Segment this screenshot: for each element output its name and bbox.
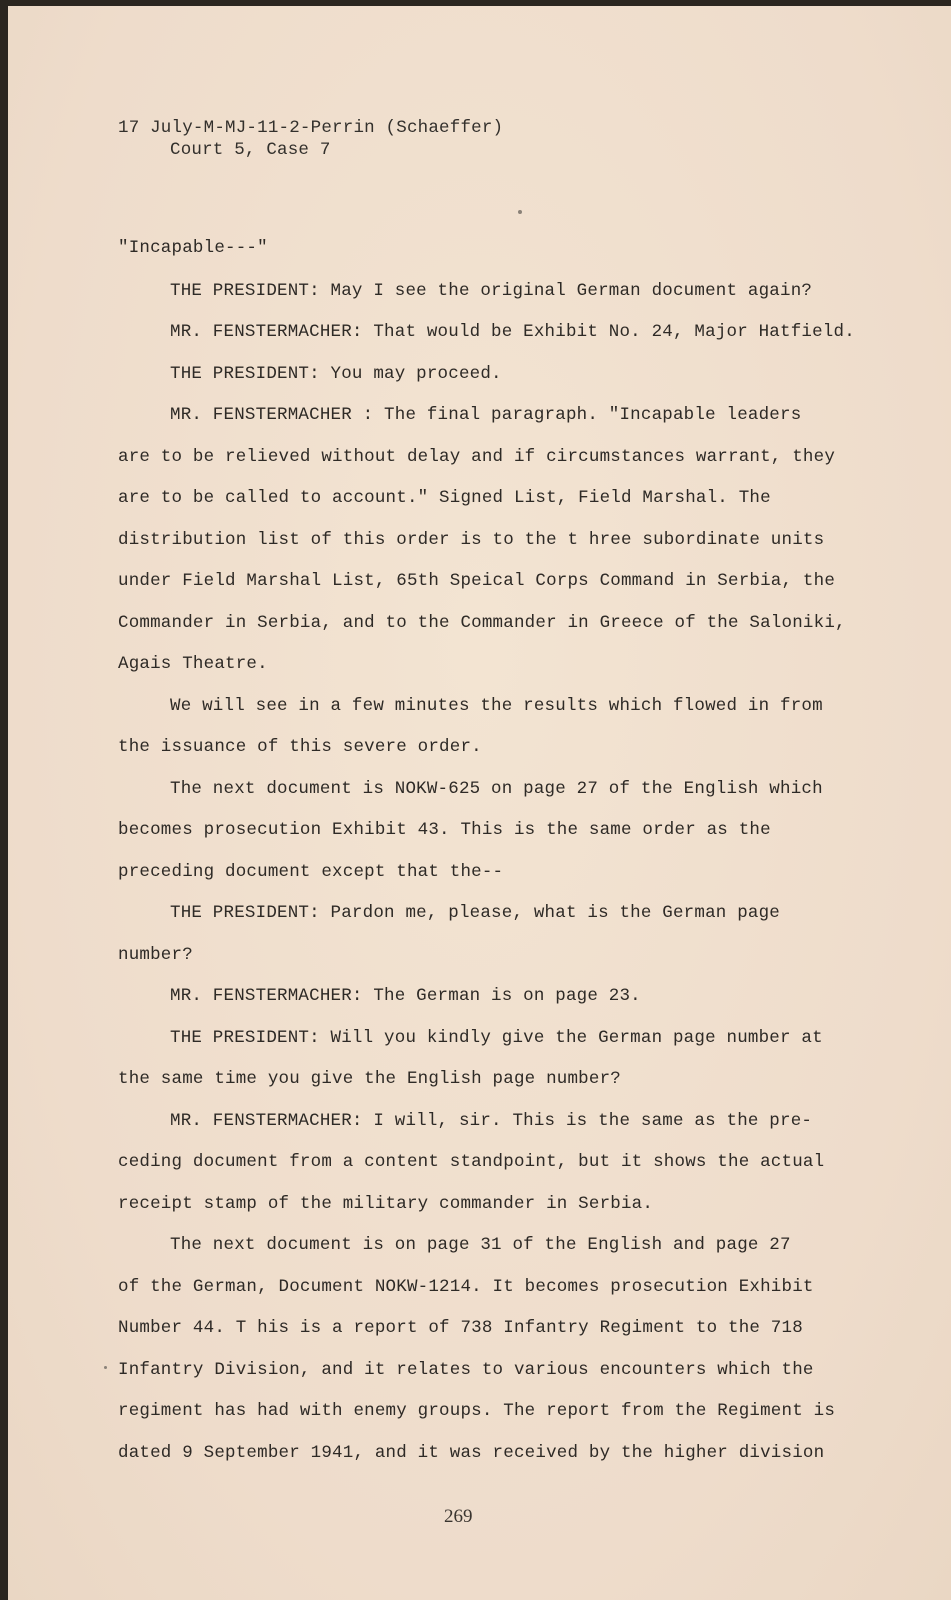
body-line: MR. FENSTERMACHER: I will, sir. This is the same as the pre- — [170, 1111, 813, 1131]
body-line: of the German, Document NOKW-1214. It becomes prosecution Exhibit — [118, 1277, 814, 1297]
body-line: number? — [118, 945, 193, 965]
page-number: 269 — [444, 1506, 473, 1527]
body-line: THE PRESIDENT: You may proceed. — [170, 364, 502, 384]
body-line: MR. FENSTERMACHER: The German is on page 23. — [170, 986, 641, 1006]
body-line: dated 9 September 1941, and it was received by the higher division — [118, 1443, 825, 1463]
body-line: ceding document from a content standpoint, but it shows the actual — [118, 1152, 825, 1172]
body-line: MR. FENSTERMACHER : The final paragraph. "Incapable leaders — [170, 405, 802, 425]
body-line: receipt stamp of the military commander in Serbia. — [118, 1194, 654, 1214]
body-line: MR. FENSTERMACHER: That would be Exhibit No. 24, Major Hatfield. — [170, 322, 855, 342]
header-court-line: Court 5, Case 7 — [170, 140, 331, 160]
body-line: the same time you give the English page number? — [118, 1069, 621, 1089]
body-line: Infantry Division, and it relates to various encounters which the — [118, 1360, 814, 1380]
body-line: The next document is on page 31 of the English and page 27 — [170, 1235, 791, 1255]
body-line: THE PRESIDENT: May I see the original German document again? — [170, 281, 813, 301]
body-line: The next document is NOKW-625 on page 27 of the English which — [170, 779, 823, 799]
body-line: "Incapable---" — [118, 238, 268, 258]
document-page — [8, 6, 951, 1600]
body-line: Number 44. T his is a report of 738 Infantry Regiment to the 718 — [118, 1318, 803, 1338]
body-line: distribution list of this order is to the t hree subordinate units — [118, 530, 825, 550]
body-line: regiment has had with enemy groups. The report from the Regiment is — [118, 1401, 836, 1421]
paper-speck — [104, 1366, 107, 1369]
body-line: Agais Theatre. — [118, 654, 268, 674]
body-line: are to be relieved without delay and if circumstances warrant, they — [118, 447, 836, 467]
body-line: THE PRESIDENT: Will you kindly give the German page number at — [170, 1028, 823, 1048]
paper-speck — [518, 210, 522, 214]
body-line: under Field Marshal List, 65th Speical Corps Command in Serbia, the — [118, 571, 836, 591]
body-line: preceding document except that the-- — [118, 862, 504, 882]
body-line: becomes prosecution Exhibit 43. This is the same order as the — [118, 820, 771, 840]
body-line: are to be called to account." Signed List, Field Marshal. The — [118, 488, 771, 508]
body-line: We will see in a few minutes the results which flowed in from — [170, 696, 823, 716]
body-line: THE PRESIDENT: Pardon me, please, what is the German page — [170, 903, 780, 923]
body-line: Commander in Serbia, and to the Commander in Greece of the Saloniki, — [118, 613, 846, 633]
body-line: the issuance of this severe order. — [118, 737, 482, 757]
header-session-line: 17 July-M-MJ-11-2-Perrin (Schaeffer) — [118, 118, 504, 138]
